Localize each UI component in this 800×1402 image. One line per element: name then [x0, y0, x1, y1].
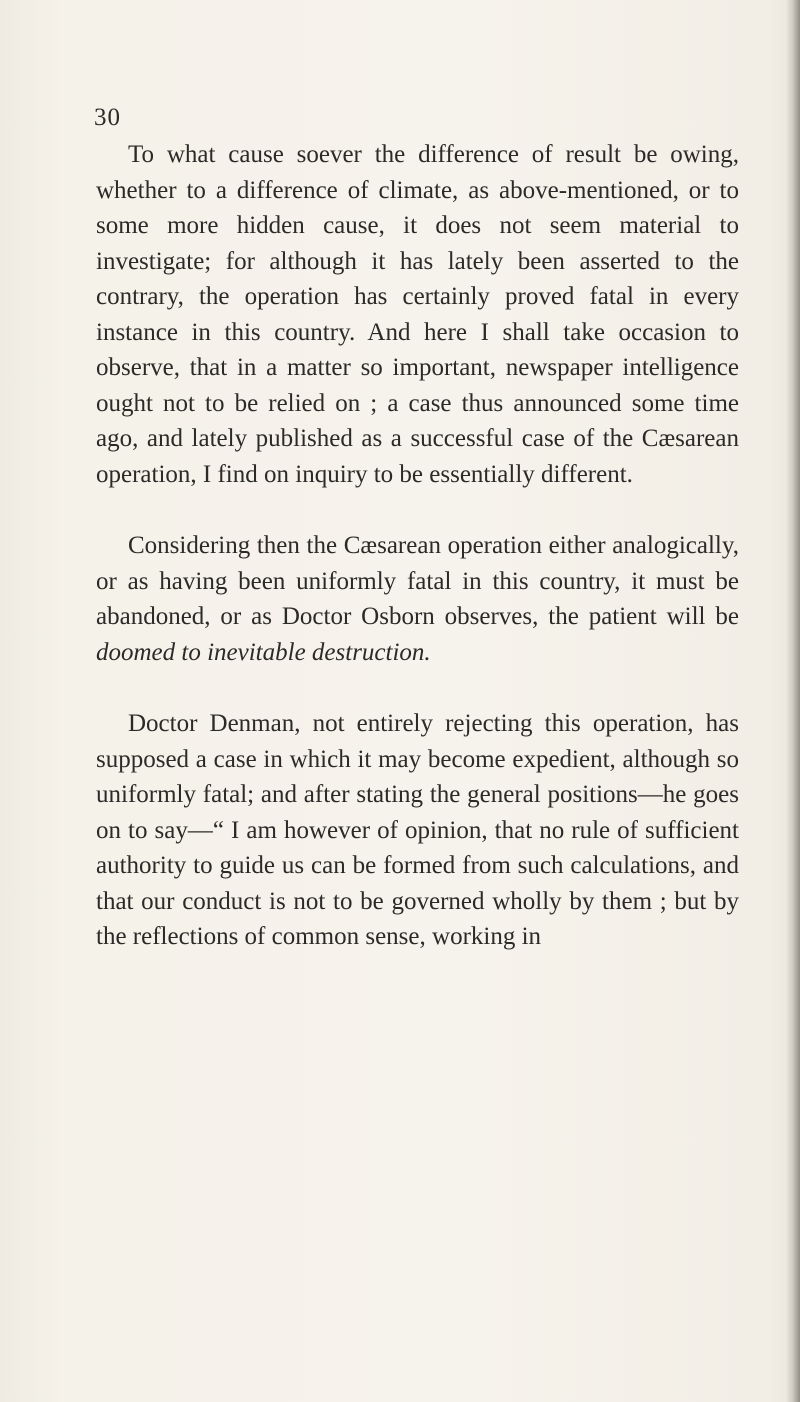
paragraph-1 [96, 137, 739, 492]
body-text [96, 137, 739, 955]
paragraph-2 [96, 528, 739, 670]
paragraph-3-text: Doctor Denman, not entirely rejecting this operation, has supposed a case in which it may become expedient, although so uniformly fatal; and after stating the general positions—he goes on to say—“ I am however of opinion, that no rule of sufficient authority to guide us can be formed from such calculations, and that our conduct is not to be governed wholly by them ; but by the reflections of common sense, working in [96, 710, 739, 950]
paragraph-3 [96, 706, 739, 955]
page-number: 30 [94, 104, 121, 131]
paragraph-2-text: Considering then the Cæsarean operation either analogically, or as having been uniformly fatal in this country, it must be abandoned, or as Doctor Osborn observes, the patient will be [96, 532, 739, 630]
paragraph-1-text: To what cause soever the difference of result be owing, whether to a difference of climate, as above-mentioned, or to some more hidden cause, it does not seem material to investigate; for although it has lately been asserted to the contrary, the operation has certainly proved fatal in every instance in this country. And here I shall take occasion to observe, that in a matter so important, newspaper intelligence ought not to be relied on ; a case thus announced some time ago, and lately published as a successful case of the Cæsarean operation, I find on inquiry to be essentially different. [96, 141, 739, 488]
page-edge-shadow [786, 0, 800, 1402]
paragraph-2-italic-phrase: doomed to inevitable destruction. [96, 638, 431, 666]
